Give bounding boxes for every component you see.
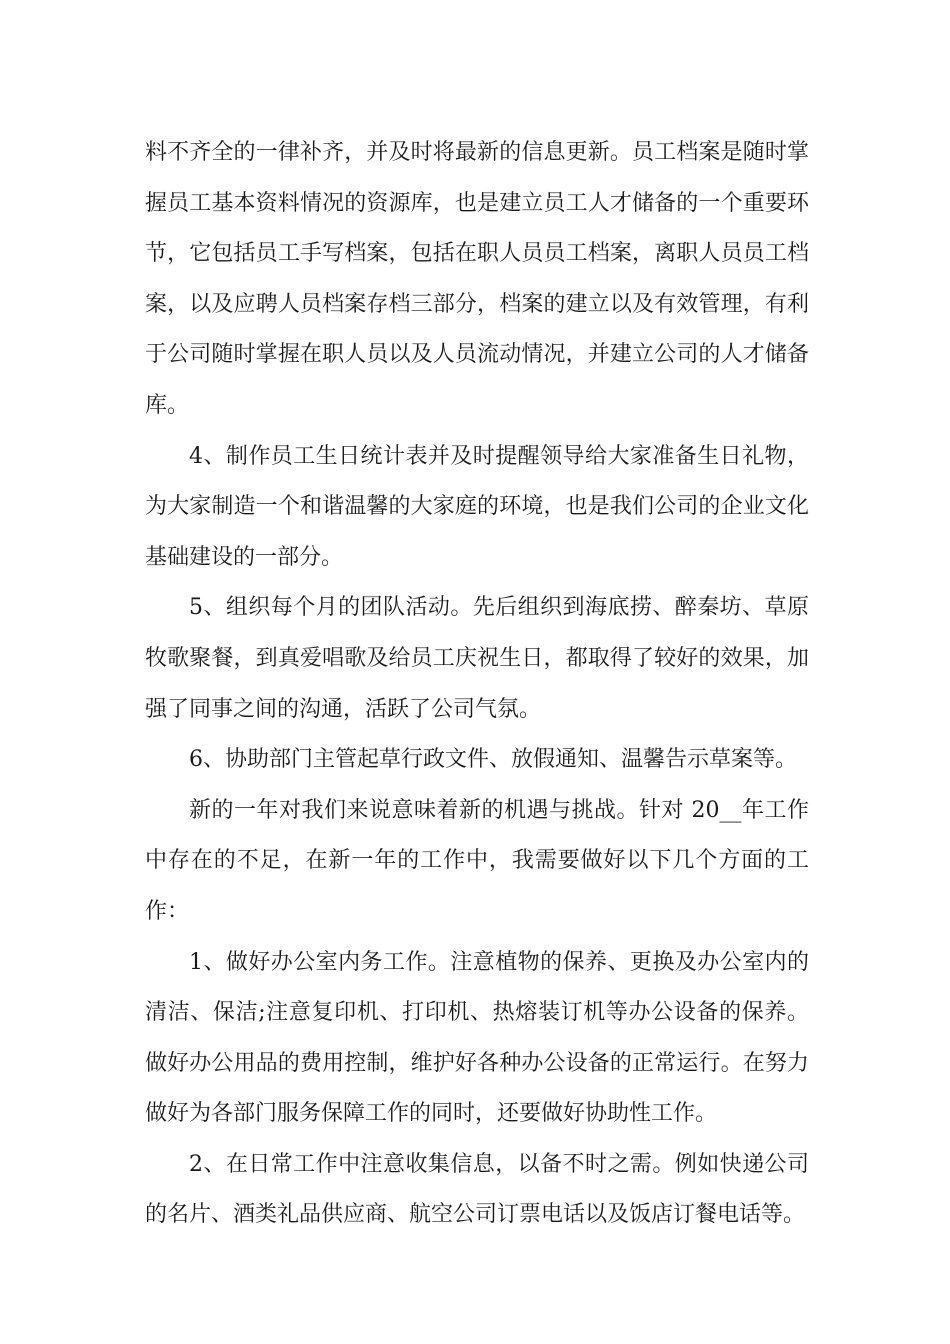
paragraph-plan-2-information: 2、在日常工作中注意收集信息，以备不时之需。例如快递公司的名片、酒类礼品供应商、航空公司订票电话以及饭店订餐电话等。 <box>145 1151 809 1228</box>
paragraph-item-4-birthday: 4、制作员工生日统计表并及时提醒领导给大家准备生日礼物，为大家制造一个和谐温馨的大家庭的环境，也是我们公司的企业文化基础建设的一部分。 <box>145 443 809 570</box>
paragraph-item-6-drafting: 6、协助部门主管起草行政文件、放假通知、温馨告示草案等。 <box>189 747 797 773</box>
paragraph-item-5-team-activity: 5、组织每个月的团队活动。先后组织到海底捞、醉秦坊、草原牧歌聚餐，到真爱唱歌及给员工庆祝生日，都取得了较好的效果，加强了同事之间的沟通，活跃了公司气氛。 <box>145 595 809 722</box>
document-body <box>145 128 809 1241</box>
paragraph-plan-1-office-affairs: 1、做好办公室内务工作。注意植物的保养、更换及办公室内的清洁、保洁;注意复印机、打印机、热熔装订机等办公设备的保养。做好办公用品的费用控制，维护好各种办公设备的正常运行。在努力做好为各部门服务保障工作的同时，还要做好协助性工作。 <box>145 949 809 1127</box>
paragraph-archive-continuation: 料不齐全的一律补齐，并及时将最新的信息更新。员工档案是随时掌握员工基本资料情况的资源库，也是建立员工人才储备的一个重要环节，它包括员工手写档案，包括在职人员员工档案，离职人员员工档案，以及应聘人员档案存档三部分，档案的建立以及有效管理，有利于公司随时掌握在职人员以及人员流动情况，并建立公司的人才储备库。 <box>145 140 809 418</box>
paragraph-new-year-intro: 新的一年对我们来说意味着新的机遇与挑战。针对 20__年工作中存在的不足，在新一年的工作中，我需要做好以下几个方面的工作： <box>145 797 809 924</box>
